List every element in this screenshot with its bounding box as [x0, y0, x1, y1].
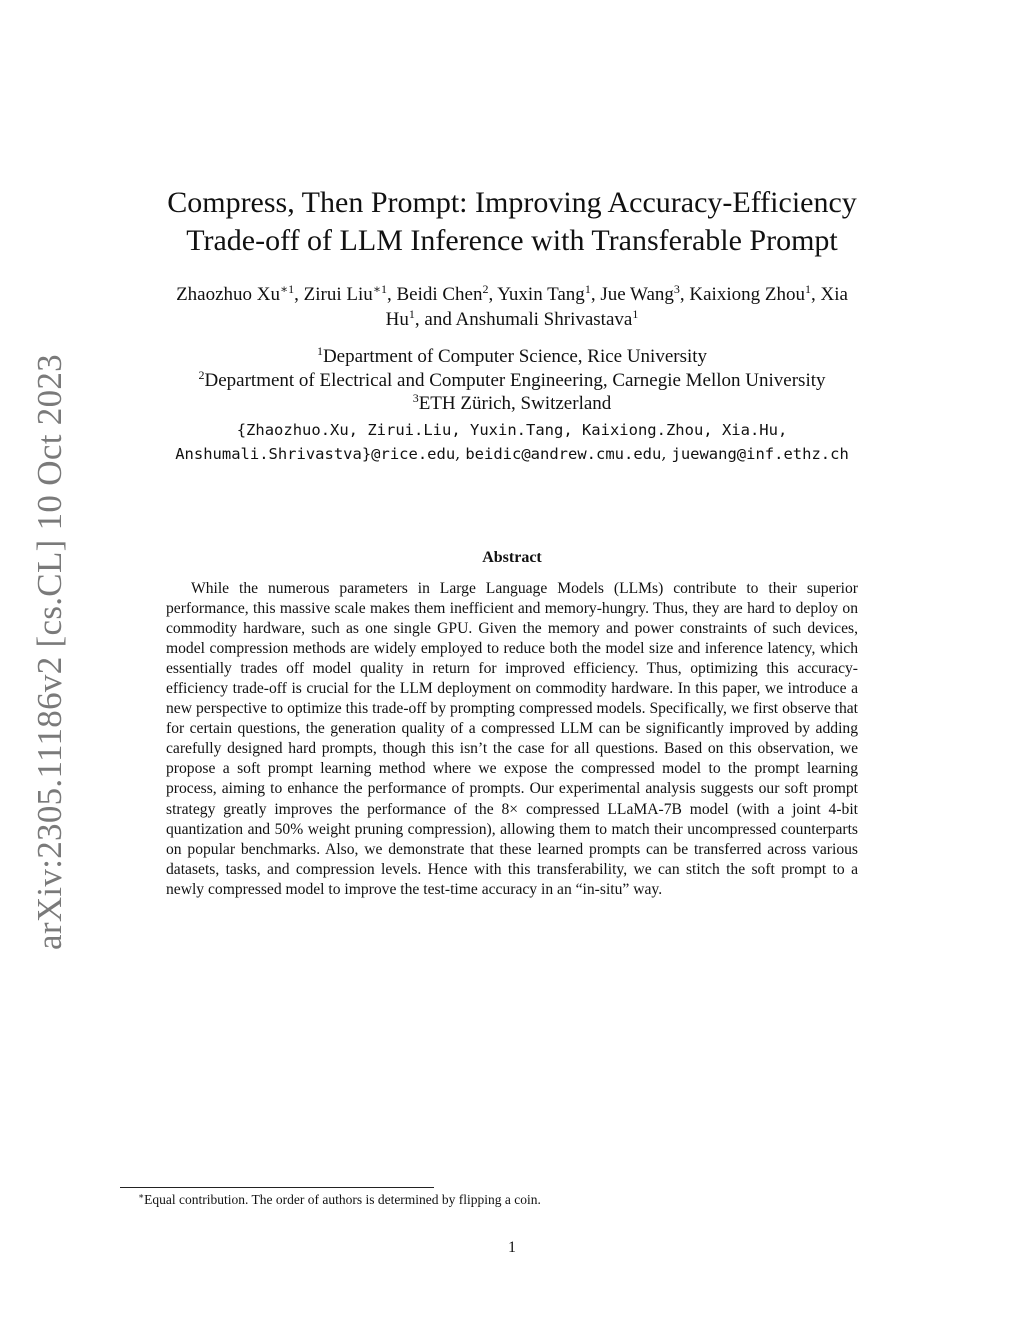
author-affiliation-mark: 2	[482, 282, 489, 296]
email-line-2	[100, 442, 924, 466]
email-line-1: {Zhaozhuo.Xu, Zirui.Liu, Yuxin.Tang, Kaixiong.Zhou, Xia.Hu,	[236, 421, 788, 439]
author-name: Beidi Chen	[396, 284, 483, 305]
email-ethz: juewang@inf.ethz.ch	[671, 445, 849, 463]
author-affiliation-mark: 1	[804, 282, 811, 296]
author-name: Xia	[820, 284, 848, 305]
author-name: Zhaozhuo Xu	[176, 284, 281, 305]
author-emails	[100, 418, 924, 466]
affiliation-text: Department of Electrical and Computer Engineering, Carnegie Mellon University	[204, 369, 826, 391]
author-separator: ,	[386, 284, 397, 305]
author-separator: ,	[488, 284, 498, 305]
author-name: Kaixiong Zhou	[689, 284, 805, 305]
footnote-divider	[120, 1187, 434, 1188]
author-separator: ,	[414, 309, 425, 330]
author-line-2	[110, 307, 914, 332]
affiliation-mark: 2	[198, 367, 205, 382]
author-name: Yuxin Tang	[497, 284, 585, 305]
affiliation-list	[110, 345, 914, 416]
author-affiliation-mark: 1	[632, 307, 639, 321]
footnote-text: Equal contribution. The order of authors is determined by flipping a coin.	[144, 1192, 541, 1207]
title-line-2: Trade-off of LLM Inference with Transferable Prompt	[186, 224, 838, 257]
footnote	[138, 1191, 898, 1209]
affiliation-text: Department of Computer Science, Rice University	[322, 346, 708, 367]
affiliation-3	[110, 392, 914, 416]
author-name: and Anshumali Shrivastava	[424, 309, 633, 330]
author-name: Jue Wang	[600, 284, 674, 305]
email-separator: ,	[661, 444, 672, 463]
author-name-continued: Hu	[385, 309, 409, 330]
abstract-heading: Abstract	[482, 549, 542, 566]
email-cmu: beidic@andrew.cmu.edu	[465, 445, 662, 463]
arxiv-identifier-stamp: arXiv:2305.11186v2 [cs.CL] 10 Oct 2023	[30, 354, 69, 950]
title-line-1: Compress, Then Prompt: Improving Accuracy-Efficiency	[167, 186, 857, 219]
author-separator: ,	[810, 284, 821, 305]
affiliation-mark: 3	[412, 391, 419, 405]
email-rice: Anshumali.Shrivastva}@rice.edu	[175, 445, 456, 463]
paper-title	[120, 184, 904, 260]
author-affiliation-mark: 1	[584, 282, 591, 296]
page-number: 1	[508, 1239, 516, 1256]
author-separator: ,	[679, 284, 690, 305]
author-name: Zirui Liu	[303, 284, 373, 305]
footnote-mark: ∗	[138, 1191, 145, 1201]
author-affiliation-mark: 1	[408, 307, 415, 321]
affiliation-mark: 1	[316, 344, 323, 358]
author-separator: ,	[294, 284, 304, 305]
affiliation-1	[110, 345, 914, 369]
author-list	[110, 282, 914, 332]
abstract-text: While the numerous parameters in Large Language Models (LLMs) contribute to their superior performance, this massive scale makes them inefficient and memory-hungry. Thus, they are hard to deploy on commodity hardware, such as one single GPU. Given the memory and power constraints of such devices, model compression methods are widely employed to reduce both the model size and inference latency, which essentially trades off model quality in return for improved efficiency. Thus, optimizing this accuracy-efficiency trade-off is crucial for the LLM deployment on commodity hardware. In this paper, we introduce a new perspective to optimize this trade-off by prompting compressed models. Specifically, we first observe that for certain questions, the generation quality of a compressed LLM can be significantly improved by adding carefully designed hard prompts, though this isn’t the case for all questions. Based on this observation, we propose a soft prompt learning method where we expose the compressed model to the prompt learning process, aiming to enhance the performance of prompts. Our experimental analysis suggests our soft prompt strategy greatly improves the performance of the 8× compressed LLaMA-7B model (with a joint 4-bit quantization and 50% weight pruning compression), allowing them to match their uncompressed counterparts on popular benchmarks. Also, we demonstrate that these learned prompts can be transferred across various datasets, tasks, and compression levels. Hence with this transferability, we can stitch the soft prompt to a newly compressed model to improve the test-time accuracy in an “in-situ” way.	[166, 580, 858, 898]
author-affiliation-mark: ∗1	[280, 282, 295, 296]
author-line-1	[110, 282, 914, 307]
author-affiliation-mark: 3	[673, 282, 680, 296]
email-separator: ,	[455, 444, 466, 463]
author-separator: ,	[590, 284, 601, 305]
author-affiliation-mark: ∗1	[372, 282, 387, 296]
affiliation-text: ETH Zürich, Switzerland	[418, 393, 612, 414]
affiliation-2	[110, 369, 914, 393]
